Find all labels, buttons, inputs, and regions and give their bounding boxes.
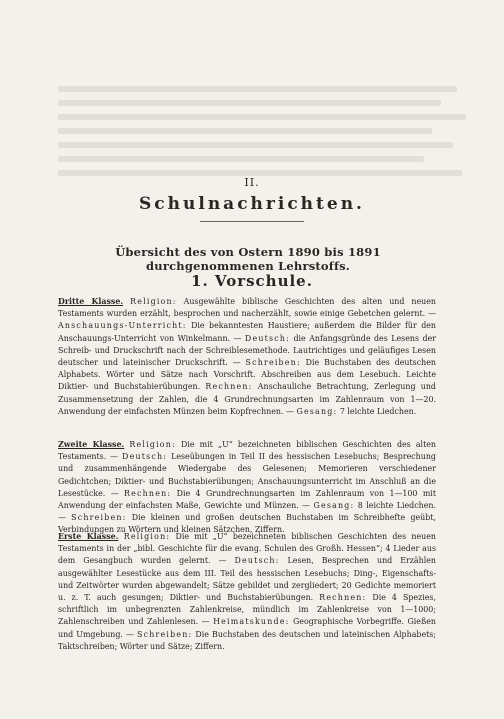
subject-label: Deutsch: — [234, 556, 280, 566]
subject-label: Deutsch: — [244, 333, 290, 343]
subject-text: Die bekanntesten Haustiere; außerdem die Bilder für den Anschauungs-Unterricht von Winkelmann. — — [58, 321, 436, 343]
subject-text: Die mit „U“ bezeichneten biblischen Geschichten des alten Testaments. — — [58, 440, 437, 462]
subject-text: Die Buchstaben des deutschen und lateinischen Alphabets; Taktschreiben; Wörter und Sätze; Ziffern. — [58, 629, 436, 651]
subject-label: Rechnen: — [124, 488, 172, 498]
subject-text: Die kleinen und großen deutschen Buchstaben im Schreibhefte geübt, Verbindungen zu Wörtern und kleinen Sätzchen, Ziffern. — [58, 513, 436, 535]
subject-text: Die Buchstaben des deutschen Alphabets. Wörter und Sätze nach Vorschrift. Abschreiben aus dem Lesebuch. Leichte Diktier- und Buchstabierübungen. — [58, 358, 436, 392]
class-paragraph-zweite — [58, 439, 436, 537]
class-paragraph-erste — [58, 531, 436, 653]
title-underline — [200, 221, 304, 222]
class-paragraph-dritte — [58, 296, 436, 418]
subject-label: Schreiben: — [137, 629, 193, 639]
subject-text: 7 leichte Liedchen. — [337, 406, 417, 416]
subject-label: Religion: — [129, 440, 176, 449]
subject-label: Schreiben: — [71, 513, 127, 523]
subject-label: Rechnen: — [319, 593, 367, 603]
subject-label: Anschauungs-Unterricht: — [58, 321, 187, 331]
subject-label: Gesang: — [313, 501, 355, 511]
subtitle: Übersicht des von Ostern 1890 bis 1891 durchgenommenen Lehrstoffs. — [115, 245, 381, 273]
subject-text: die Anfangsgründe des Lesens der Schreib- und Druckschrift nach der Schreiblesemethode. Lautrichtiges und geläufiges Lesen deutscher und lateinischer Druckschrift. — — [58, 333, 437, 368]
subject-label: Religion: — [130, 297, 177, 306]
subject-text: Anschauliche Betrachtung, Zerlegung und Zusammensetzung der Zahlen, die 4 Grundrechnungsarten im Zahlenraum von 1—20. Anwendung der einfachsten Münzen beim Kopfrechnen. — — [58, 382, 436, 416]
section-number: II. — [244, 176, 260, 189]
subject-text: Ausgewählte biblische Geschichten des alten und neuen Testaments wurden erzählt, besprochen und nacherzählt, sowie einige Gebetchen gelernt. — — [58, 297, 436, 319]
subject-text: Die 4 Grundrechnungsarten im Zahlenraum von 1—100 mit Anwendung der einfachsten Maße, Gewichte und Münzen. — — [58, 488, 436, 511]
subject-text: Die mit „U“ bezeichneten biblischen Geschichten des neuen Testaments in der „bibl. Geschichte für die evang. Schulen des Großh. Hessen“; 4 Lieder aus dem Gesangbuch wurden gelernt. — — [58, 532, 436, 566]
subject-text: 8 leichte Liedchen. — — [58, 501, 436, 523]
subject-label: Rechnen: — [205, 382, 253, 392]
subject-text: Geographische Vorbegriffe. Gießen und Umgebung. — — [58, 617, 436, 639]
class-name: Erste Klasse. — [58, 532, 119, 541]
class-name: Dritte Klasse. — [58, 297, 124, 306]
subject-text: Die 4 Spezies, schriftlich im unbegrenzten Zahlenkreise, mündlich im Zahlenkreise von 1—1000; Zahlenschreiben und Zahlenlesen. — — [58, 593, 436, 627]
subject-text: Lesen, Besprechen und Erzählen ausgewählter Lesestücke aus dem III. Teil des hessischen Lesebuchs; Ding-, Eigenschafts- und Zeitwörter wurden abgewandelt; Sätze gebildet und zergliedert; 20 Gedichte memoriert u. z. T. auch gesungen; Diktier- und Buchstabierübungen. — [58, 556, 436, 603]
subject-label: Schreiben: — [245, 358, 301, 368]
subject-text: Leseübungen in Teil II des hessischen Lesebuchs; Besprechung und zusammenhängende Wiedergabe des Gelesenen; Memorieren verschiedener Gedichtchen; Diktier- und Buchstabierübungen; Anschauungsunterricht im Anschluß an die Lesestücke. — — [58, 452, 436, 498]
class-name: Zweite Klasse. — [58, 440, 125, 449]
subject-label: Deutsch: — [122, 452, 168, 462]
subject-label: Religion: — [123, 532, 171, 541]
page-title: Schulnachrichten. — [139, 194, 365, 214]
section-heading: 1. Vorschule. — [191, 272, 313, 290]
subject-label: Gesang: — [296, 406, 338, 416]
subject-label: Heimatskunde: — [213, 617, 290, 627]
